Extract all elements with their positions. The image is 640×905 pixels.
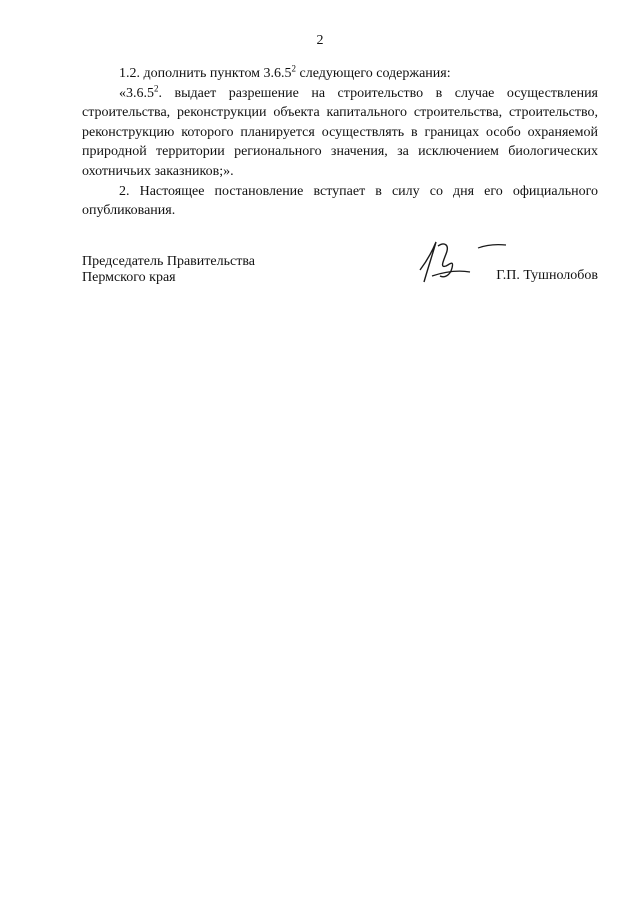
paragraph-1-2 — [82, 64, 598, 84]
signer-title-line-2: Пермского края — [82, 270, 176, 285]
signer-name: Г.П. Тушнолобов — [496, 268, 598, 283]
signer-title-line-1: Председатель Правительства — [82, 254, 255, 269]
paragraph-3-6-5-text: . выдает разрешение на строительство в случае осуществления строительства, реконструкции объекта капитального строительства, строительство, реконструкцию которого планируется осуществлять в границах особо охраняемой природной территории регионального значения, за исключением биологических охотничьих заказников;». — [82, 85, 598, 179]
paragraph-2: 2. Настоящее постановление вступает в силу со дня его официального опубликования. — [82, 183, 598, 219]
paragraph-1-2-text: 1.2. дополнить пунктом 3.6.5 — [119, 66, 292, 81]
signature-block — [82, 254, 598, 294]
page-number: 2 — [316, 33, 324, 48]
paragraph-1-2-superscript: 2 — [291, 63, 297, 74]
signer-title — [82, 254, 255, 286]
paragraph-3-6-5-prefix: «3.6.5 — [119, 85, 154, 101]
paragraph-1-2-text-after: следующего содержания: — [296, 66, 451, 81]
paragraph-3-6-5 — [82, 84, 598, 182]
paragraph-3-6-5-superscript: 2 — [154, 82, 159, 93]
document-body — [82, 64, 598, 221]
